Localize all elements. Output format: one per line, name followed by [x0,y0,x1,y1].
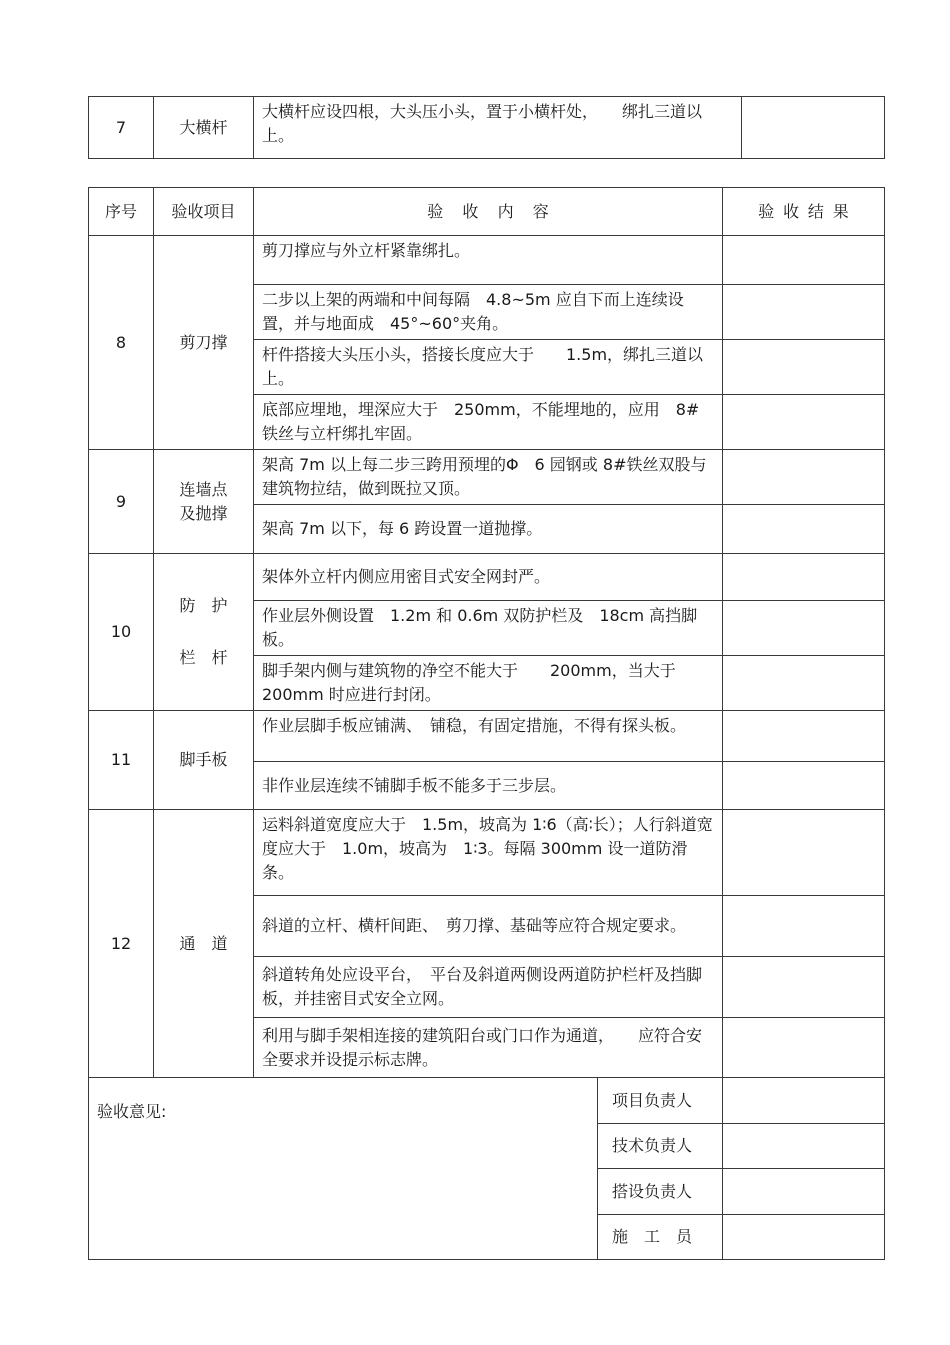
section-number: 12 [89,810,154,1078]
row-content: 剪刀撑应与外立杆紧靠绑扎。 [254,236,723,285]
result-cell [723,395,885,450]
result-cell [723,285,885,340]
row-content: 二步以上架的两端和中间每隔 4.8~5m 应自下而上连续设置，并与地面成 45°~60°夹角。 [254,285,723,340]
row-content: 杆件搭接大头压小头，搭接长度应大于 1.5m，绑扎三道以上。 [254,340,723,395]
section-number: 11 [89,711,154,810]
signature-field[interactable] [723,1169,885,1215]
table-row [89,810,885,896]
result-cell [723,711,885,762]
row-content: 底部应埋地，埋深应大于 250mm，不能埋地的，应用 8#铁丝与立杆绑扎牢固。 [254,395,723,450]
row-content: 作业层脚手板应铺满、 铺稳，有固定措施，不得有探头板。 [254,711,723,762]
acceptance-table [88,187,885,1260]
row-result [742,97,885,159]
opinion-label: 验收意见: [97,1102,167,1121]
row-content: 大横杆应设四根，大头压小头，置于小横杆处， 绑扎三道以上。 [254,97,742,159]
signer-label: 项目负责人 [598,1078,723,1124]
table-row [89,236,885,285]
section-item-line: 连墙点 [179,479,228,499]
signature-field[interactable] [723,1124,885,1169]
header-row [89,188,885,236]
result-cell [723,1018,885,1078]
section-number: 10 [89,554,154,711]
result-cell [723,810,885,896]
row-content: 作业层外侧设置 1.2m 和 0.6m 双防护栏及 18cm 高挡脚板。 [254,601,723,656]
opinion-cell [89,1078,598,1260]
row-content: 利用与脚手架相连接的建筑阳台或门口作为通道， 应符合安全要求并设提示标志牌。 [254,1018,723,1078]
row-content: 架高 7m 以上每二步三跨用预埋的Φ 6 园钢或 8#铁丝双股与建筑物拉结，做到既拉又顶。 [254,450,723,505]
row-content: 运料斜道宽度应大于 1.5m，坡高为 1∶6（高∶长）；人行斜道宽度应大于 1.0m，坡高为 1∶3。每隔 300mm 设一道防滑条。 [254,810,723,896]
result-cell [723,450,885,505]
result-cell [723,505,885,554]
header-item: 验收项目 [154,188,254,236]
result-cell [723,656,885,711]
table-row [89,554,885,601]
signer-label: 技术负责人 [598,1124,723,1169]
result-cell [723,762,885,810]
row-content: 架体外立杆内侧应用密目式安全网封严。 [254,554,723,601]
section-number: 8 [89,236,154,450]
table-row [89,97,885,159]
table-row [89,450,885,505]
section-item [154,450,254,554]
section-item-line: 栏 杆 [179,648,228,667]
header-num: 序号 [89,188,154,236]
result-cell [723,957,885,1018]
section-item [154,554,254,711]
section-item-line: 及抛撑 [179,503,228,523]
header-content: 验收内容 [254,188,723,236]
header-result: 验收结果 [723,188,885,236]
section-item: 脚手板 [154,711,254,810]
signature-field[interactable] [723,1078,885,1124]
result-cell [723,236,885,285]
result-cell [723,554,885,601]
signer-label: 施 工 员 [598,1215,723,1260]
signer-label: 搭设负责人 [598,1169,723,1215]
section-item-line: 防 护 [179,596,228,615]
signer-row [89,1078,885,1124]
section-item: 剪刀撑 [154,236,254,450]
result-cell [723,340,885,395]
row-content: 非作业层连续不铺脚手板不能多于三步层。 [254,762,723,810]
row-content: 斜道转角处应设平台， 平台及斜道两侧设两道防护栏杆及挡脚板，并挂密目式安全立网。 [254,957,723,1018]
row-item: 大横杆 [154,97,254,159]
section-number: 9 [89,450,154,554]
signature-field[interactable] [723,1215,885,1260]
row-content: 斜道的立杆、横杆间距、 剪刀撑、基础等应符合规定要求。 [254,896,723,957]
result-cell [723,601,885,656]
row-number: 7 [89,97,154,159]
table-row [89,711,885,762]
top-table [88,96,885,159]
row-content: 架高 7m 以下，每 6 跨设置一道抛撑。 [254,505,723,554]
result-cell [723,896,885,957]
section-item: 通 道 [154,810,254,1078]
row-content: 脚手架内侧与建筑物的净空不能大于 200mm，当大于 200mm 时应进行封闭。 [254,656,723,711]
